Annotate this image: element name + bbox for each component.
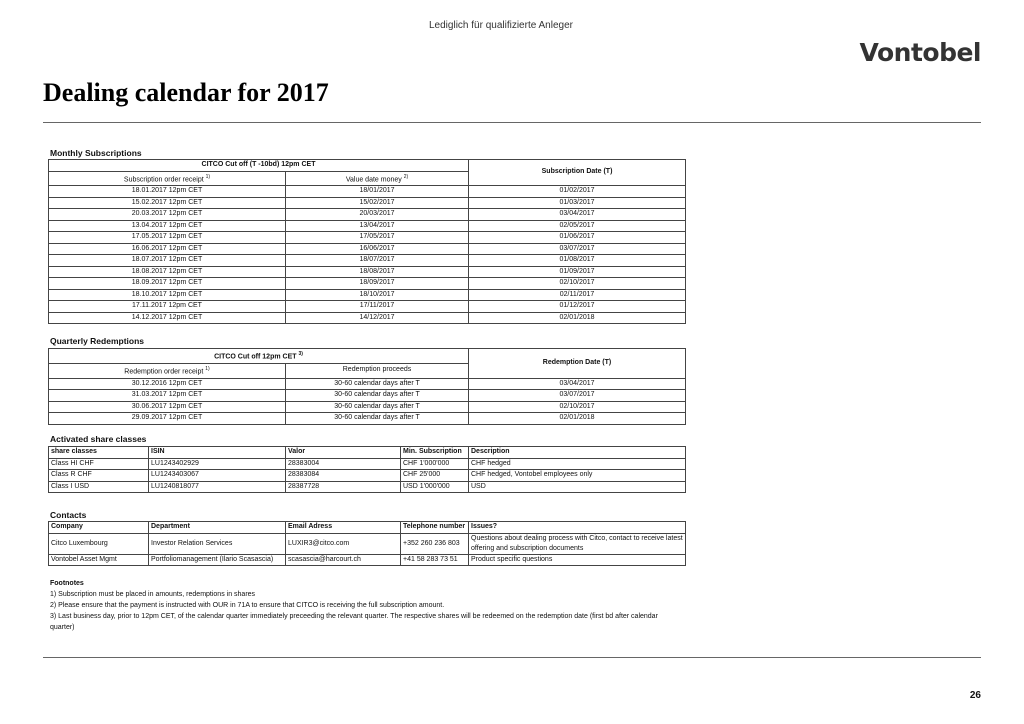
page-title: Dealing calendar for 2017 [43, 78, 329, 107]
table-cell: 01/09/2017 [469, 266, 686, 278]
table-cell: 02/10/2017 [469, 278, 686, 290]
table-cell: +41 58 283 73 51 [401, 554, 469, 566]
qualified-investors-note: Lediglich für qualifizierte Anleger [429, 20, 573, 31]
table-cell: 30-60 calendar days after T [286, 378, 469, 390]
table-cell: 18.01.2017 12pm CET [49, 186, 286, 198]
table-row [49, 266, 686, 278]
table-cell: 03/07/2017 [469, 390, 686, 402]
bottom-divider [43, 657, 981, 658]
table-header-cell: Issues? [469, 522, 686, 534]
vontobel-logo: Vontobel [859, 38, 981, 67]
contacts-heading: Contacts [50, 510, 87, 520]
table-header-cell: Telephone number [401, 522, 469, 534]
table-cell: 02/01/2018 [469, 312, 686, 324]
table-cell: 01/03/2017 [469, 197, 686, 209]
table-cell: 31.03.2017 12pm CET [49, 390, 286, 402]
table-row [49, 255, 686, 267]
table-cell: 14/12/2017 [286, 312, 469, 324]
footnote-item: 2) Please ensure that the payment is instructed with OUR in 71A to ensure that CITCO is receiving the full subscription amount. [50, 602, 445, 609]
table-cell: 18/09/2017 [286, 278, 469, 290]
table-cell: 30-60 calendar days after T [286, 401, 469, 413]
monthly-subscription-date-header: Subscription Date (T) [469, 160, 686, 186]
table-cell: 28383084 [286, 470, 401, 482]
table-cell: 16/06/2017 [286, 243, 469, 255]
table-row [49, 312, 686, 324]
table-cell: 17/05/2017 [286, 232, 469, 244]
monthly-subscriptions-table [48, 159, 686, 324]
table-cell: Questions about dealing process with Citco, contact to receive latest offering and subscription documents [469, 533, 686, 554]
share-classes-table [48, 446, 686, 493]
table-cell: CHF hedged [469, 458, 686, 470]
monthly-subscriptions-heading: Monthly Subscriptions [50, 148, 142, 158]
table-header-cell: share classes [49, 447, 149, 459]
quarterly-col-proceeds: Redemption proceeds [286, 363, 469, 378]
table-header-cell: Company [49, 522, 149, 534]
table-cell: +352 260 236 803 [401, 533, 469, 554]
table-cell: Citco Luxembourg [49, 533, 149, 554]
table-row [49, 470, 686, 482]
table-cell: 17.05.2017 12pm CET [49, 232, 286, 244]
table-cell: 18.09.2017 12pm CET [49, 278, 286, 290]
table-row [49, 243, 686, 255]
table-cell: 18.08.2017 12pm CET [49, 266, 286, 278]
table-cell: 30.12.2016 12pm CET [49, 378, 286, 390]
quarterly-redemption-date-header: Redemption Date (T) [469, 349, 686, 379]
footnote-item: 3) Last business day, prior to 12pm CET, of the calendar quarter immediately preceeding the relevant quarter. The respective shares will be redeemed on the redemption date (first bd after calendar quarter) [50, 613, 658, 631]
table-cell: 17.11.2017 12pm CET [49, 301, 286, 313]
table-row [49, 378, 686, 390]
table-row [49, 458, 686, 470]
table-header-cell: ISIN [149, 447, 286, 459]
footnote-item: 1) Subscription must be placed in amounts, redemptions in shares [50, 591, 256, 598]
table-cell: LU1243402929 [149, 458, 286, 470]
table-row [49, 390, 686, 402]
table-header-cell: Email Adress [286, 522, 401, 534]
table-row [49, 220, 686, 232]
table-cell: 18.10.2017 12pm CET [49, 289, 286, 301]
footnotes-title: Footnotes [50, 580, 84, 587]
table-cell: 13/04/2017 [286, 220, 469, 232]
table-cell: 01/08/2017 [469, 255, 686, 267]
monthly-col-value-date: Value date money $^{2)}$ [286, 171, 469, 186]
table-cell: 01/06/2017 [469, 232, 686, 244]
table-cell: scasascia@harcourt.ch [286, 554, 401, 566]
table-cell: 15.02.2017 12pm CET [49, 197, 286, 209]
table-cell: Class I USD [49, 481, 149, 493]
quarterly-cutoff-header: CITCO Cut off 12pm CET $^{3)}$ [49, 349, 469, 364]
table-row [49, 301, 686, 313]
table-cell: 28383004 [286, 458, 401, 470]
table-cell: 15/02/2017 [286, 197, 469, 209]
table-row [49, 209, 686, 221]
table-cell: 18.07.2017 12pm CET [49, 255, 286, 267]
table-cell: 16.06.2017 12pm CET [49, 243, 286, 255]
table-cell: 01/02/2017 [469, 186, 686, 198]
table-cell: 18/01/2017 [286, 186, 469, 198]
table-row [49, 413, 686, 425]
quarterly-redemptions-heading: Quarterly Redemptions [50, 336, 144, 346]
share-classes-heading: Activated share classes [50, 434, 147, 444]
table-cell: LU1240818077 [149, 481, 286, 493]
table-cell: 20/03/2017 [286, 209, 469, 221]
table-cell: Product specific questions [469, 554, 686, 566]
table-row [49, 278, 686, 290]
table-cell: CHF hedged, Vontobel employees only [469, 470, 686, 482]
table-cell: Portfoliomanagement (Ilario Scasascia) [149, 554, 286, 566]
table-cell: LUXIR3@citco.com [286, 533, 401, 554]
table-cell: 13.04.2017 12pm CET [49, 220, 286, 232]
table-row [49, 481, 686, 493]
page-number: 26 [969, 690, 981, 701]
table-row [49, 533, 686, 554]
quarterly-col-order-receipt: Redemption order receipt $^{1)}$ [49, 363, 286, 378]
table-header-cell: Min. Subscription [401, 447, 469, 459]
top-divider [43, 122, 981, 123]
table-cell: 18/08/2017 [286, 266, 469, 278]
table-cell: 28387728 [286, 481, 401, 493]
table-cell: Vontobel Asset Mgmt [49, 554, 149, 566]
table-row [49, 186, 686, 198]
table-cell: 02/01/2018 [469, 413, 686, 425]
table-cell: USD 1'000'000 [401, 481, 469, 493]
table-cell: 30.06.2017 12pm CET [49, 401, 286, 413]
quarterly-redemptions-table [48, 348, 686, 425]
table-row [49, 401, 686, 413]
footnotes [50, 578, 670, 633]
table-cell: 03/07/2017 [469, 243, 686, 255]
table-header-cell: Description [469, 447, 686, 459]
table-row [49, 289, 686, 301]
table-cell: 03/04/2017 [469, 378, 686, 390]
table-cell: 02/10/2017 [469, 401, 686, 413]
table-row [49, 232, 686, 244]
table-cell: 17/11/2017 [286, 301, 469, 313]
monthly-cutoff-header: CITCO Cut off (T -10bd) 12pm CET [49, 160, 469, 172]
table-row [49, 197, 686, 209]
table-cell: 30-60 calendar days after T [286, 413, 469, 425]
table-row [49, 554, 686, 566]
table-cell: 20.03.2017 12pm CET [49, 209, 286, 221]
table-cell: Class HI CHF [49, 458, 149, 470]
table-cell: Investor Relation Services [149, 533, 286, 554]
table-cell: 03/04/2017 [469, 209, 686, 221]
table-header-cell: Valor [286, 447, 401, 459]
contacts-table [48, 521, 686, 566]
monthly-col-order-receipt: Subscription order receipt $^{1)}$ [49, 171, 286, 186]
table-cell: Class R CHF [49, 470, 149, 482]
table-cell: LU1243403067 [149, 470, 286, 482]
table-cell: CHF 25'000 [401, 470, 469, 482]
table-cell: 29.09.2017 12pm CET [49, 413, 286, 425]
table-cell: 01/12/2017 [469, 301, 686, 313]
table-cell: CHF 1'000'000 [401, 458, 469, 470]
table-cell: 18/10/2017 [286, 289, 469, 301]
table-cell: USD [469, 481, 686, 493]
table-cell: 30-60 calendar days after T [286, 390, 469, 402]
table-cell: 14.12.2017 12pm CET [49, 312, 286, 324]
table-cell: 02/11/2017 [469, 289, 686, 301]
table-cell: 18/07/2017 [286, 255, 469, 267]
table-header-cell: Department [149, 522, 286, 534]
table-cell: 02/05/2017 [469, 220, 686, 232]
